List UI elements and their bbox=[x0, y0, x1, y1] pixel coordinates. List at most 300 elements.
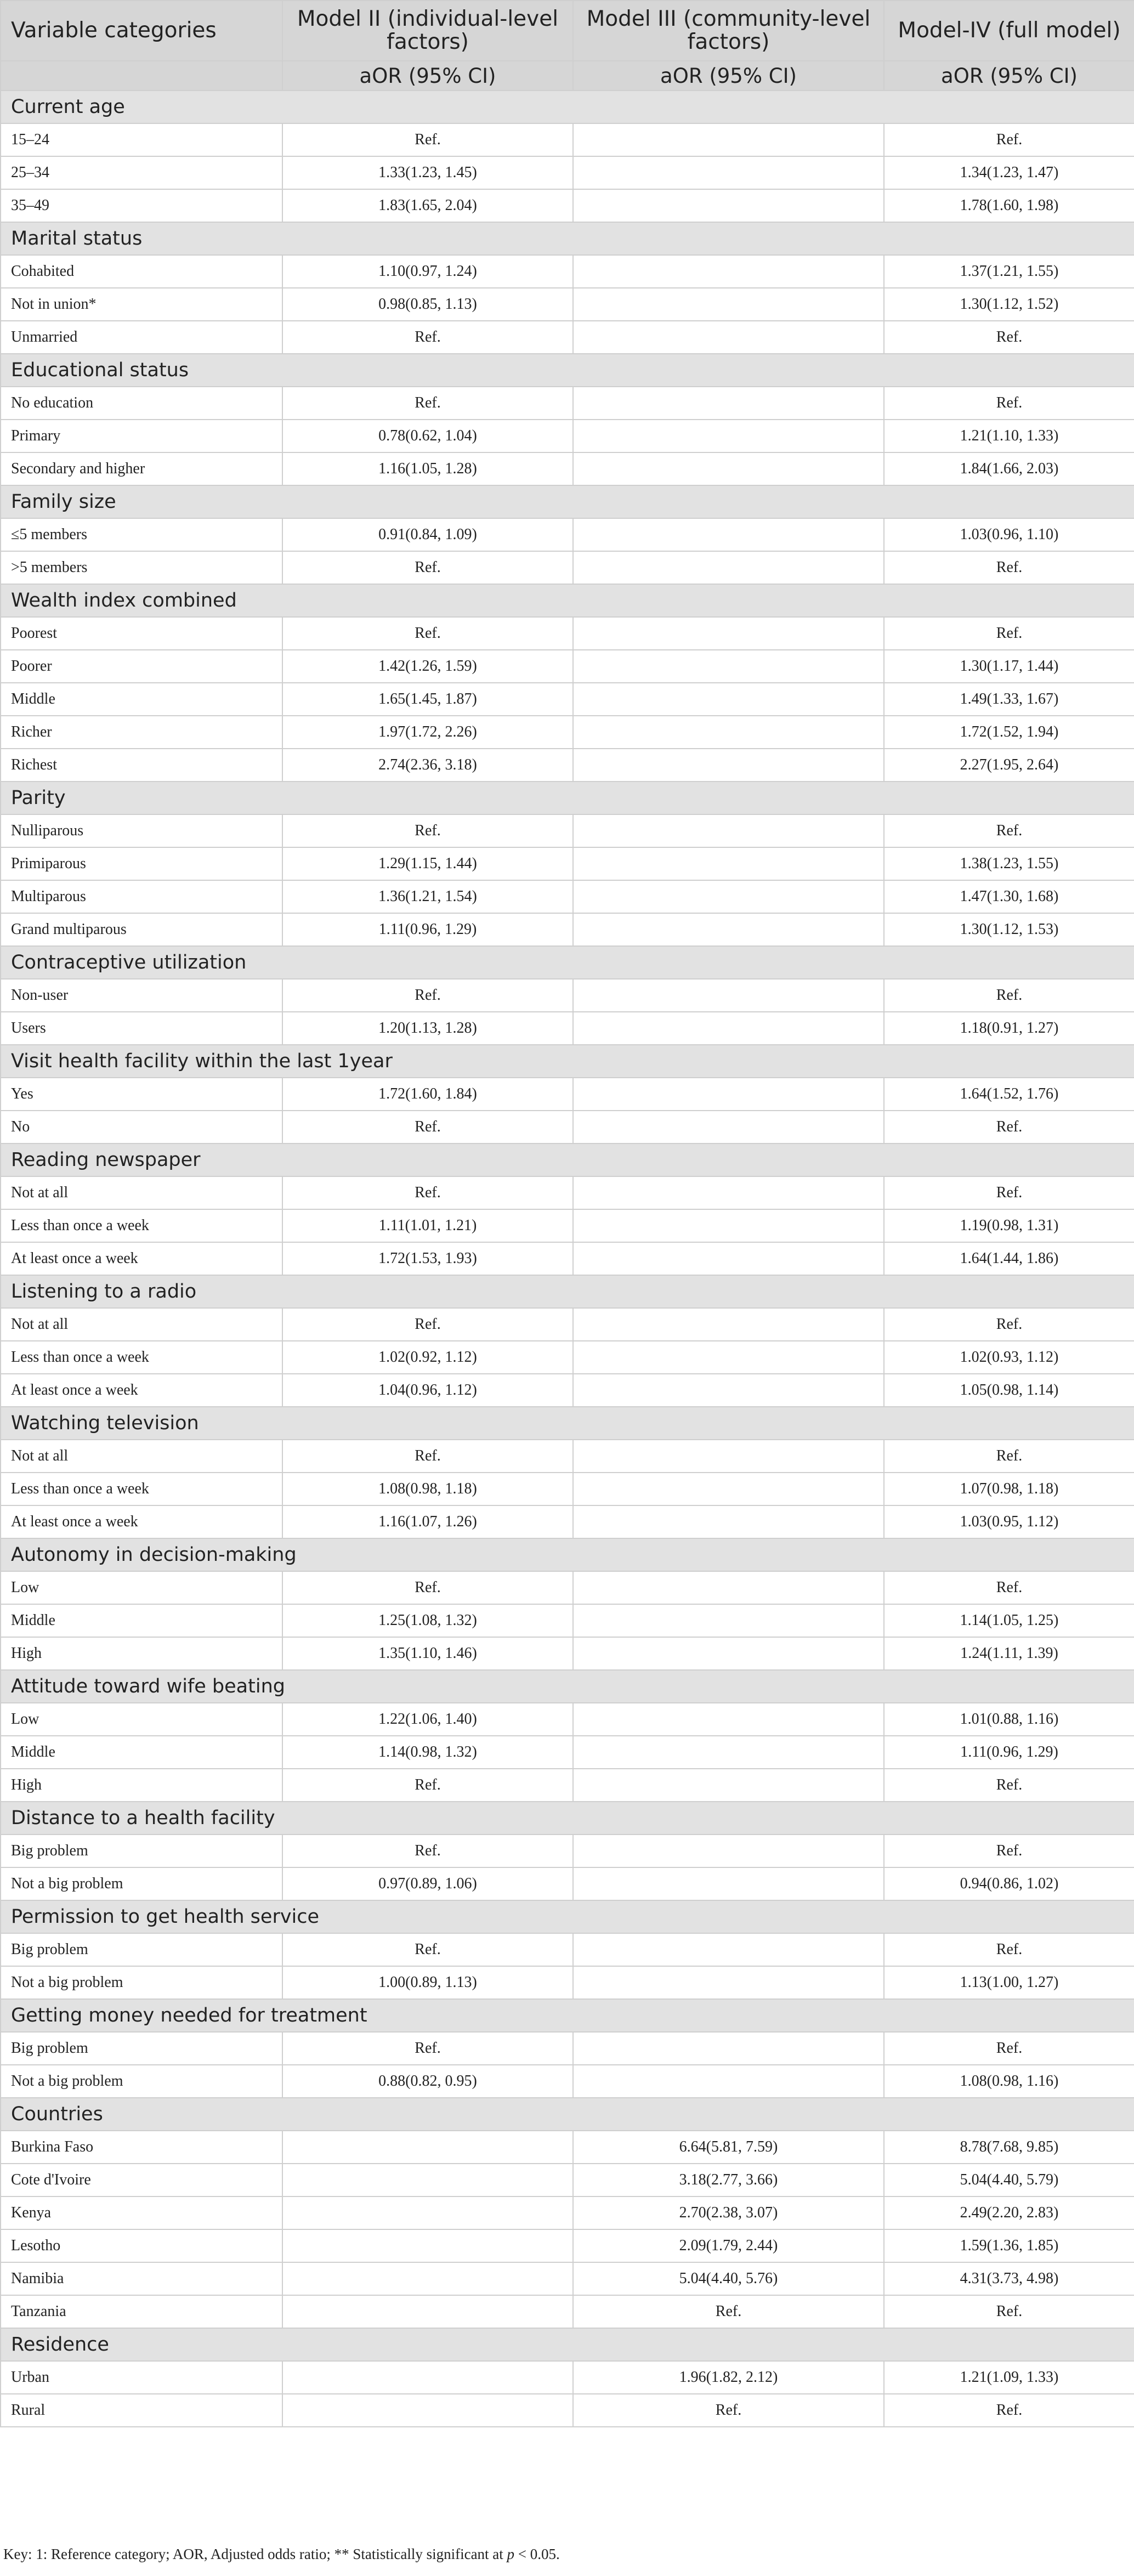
section-title: Wealth index combined bbox=[1, 584, 1134, 617]
model-iv-value: 1.47(1.30, 1.68) bbox=[884, 880, 1134, 913]
table-row bbox=[1, 1604, 1134, 1637]
header-sub-model-iii: aOR (95% CI) bbox=[573, 61, 884, 90]
row-label: Grand multiparous bbox=[1, 913, 282, 946]
model-iii-value bbox=[573, 1966, 884, 1999]
header-sub-model-iv: aOR (95% CI) bbox=[884, 61, 1134, 90]
model-ii-value: Ref. bbox=[282, 123, 573, 156]
model-iv-value: 1.37(1.21, 1.55) bbox=[884, 255, 1134, 288]
model-ii-value bbox=[282, 2131, 573, 2164]
model-ii-value bbox=[282, 2164, 573, 2196]
model-ii-value: 1.14(0.98, 1.32) bbox=[282, 1736, 573, 1769]
table-row bbox=[1, 2032, 1134, 2065]
model-ii-value: Ref. bbox=[282, 1769, 573, 1802]
model-ii-value: 1.65(1.45, 1.87) bbox=[282, 683, 573, 716]
model-iii-value bbox=[573, 1703, 884, 1736]
model-iii-value bbox=[573, 749, 884, 782]
section-title: Current age bbox=[1, 90, 1134, 123]
section-header-row bbox=[1, 1407, 1134, 1440]
row-label: Not a big problem bbox=[1, 2065, 282, 2098]
model-ii-value: 1.04(0.96, 1.12) bbox=[282, 1374, 573, 1407]
section-header-row bbox=[1, 1900, 1134, 1933]
section-header-row bbox=[1, 354, 1134, 387]
row-label: Unmarried bbox=[1, 321, 282, 354]
model-iii-value bbox=[573, 1571, 884, 1604]
row-label: At least once a week bbox=[1, 1505, 282, 1538]
model-iv-value: 1.08(0.98, 1.16) bbox=[884, 2065, 1134, 2098]
model-iv-value: 1.03(0.95, 1.12) bbox=[884, 1505, 1134, 1538]
model-iv-value: 1.84(1.66, 2.03) bbox=[884, 452, 1134, 485]
section-title: Getting money needed for treatment bbox=[1, 1999, 1134, 2032]
model-iii-value bbox=[573, 255, 884, 288]
model-iv-value: 1.49(1.33, 1.67) bbox=[884, 683, 1134, 716]
model-iv-value: 1.21(1.10, 1.33) bbox=[884, 420, 1134, 452]
section-header-row bbox=[1, 2328, 1134, 2361]
row-label: Rural bbox=[1, 2394, 282, 2427]
model-ii-value: 1.29(1.15, 1.44) bbox=[282, 847, 573, 880]
model-iii-value bbox=[573, 617, 884, 650]
model-iii-value bbox=[573, 518, 884, 551]
model-iii-value: Ref. bbox=[573, 2295, 884, 2328]
model-iv-value: Ref. bbox=[884, 1835, 1134, 1867]
model-iii-value bbox=[573, 1835, 884, 1867]
table-row bbox=[1, 1209, 1134, 1242]
model-iv-value: Ref. bbox=[884, 1571, 1134, 1604]
model-ii-value: 0.97(0.89, 1.06) bbox=[282, 1867, 573, 1900]
section-header-row bbox=[1, 2098, 1134, 2131]
model-iv-value: Ref. bbox=[884, 387, 1134, 420]
model-ii-value: 1.97(1.72, 2.26) bbox=[282, 716, 573, 749]
table-row bbox=[1, 551, 1134, 584]
model-iv-value: 1.11(0.96, 1.29) bbox=[884, 1736, 1134, 1769]
footnote-text: Key: 1: Reference category; AOR, Adjusted odds ratio; ** Statistically significant at bbox=[3, 2546, 507, 2562]
model-ii-value: 0.88(0.82, 0.95) bbox=[282, 2065, 573, 2098]
row-label: Primary bbox=[1, 420, 282, 452]
table-row bbox=[1, 156, 1134, 189]
row-label: Kenya bbox=[1, 2196, 282, 2229]
model-iii-value bbox=[573, 1440, 884, 1473]
model-ii-value bbox=[282, 2394, 573, 2427]
model-iii-value bbox=[573, 420, 884, 452]
table-row bbox=[1, 1111, 1134, 1143]
table-row bbox=[1, 617, 1134, 650]
section-header-row bbox=[1, 1670, 1134, 1703]
row-label: Tanzania bbox=[1, 2295, 282, 2328]
model-ii-value: 1.25(1.08, 1.32) bbox=[282, 1604, 573, 1637]
model-iv-value: 1.78(1.60, 1.98) bbox=[884, 189, 1134, 222]
model-iv-value: Ref. bbox=[884, 123, 1134, 156]
row-label: No bbox=[1, 1111, 282, 1143]
model-iv-value: 0.94(0.86, 1.02) bbox=[884, 1867, 1134, 1900]
row-label: 35–49 bbox=[1, 189, 282, 222]
row-label: Not at all bbox=[1, 1176, 282, 1209]
footnote-p-symbol: p bbox=[507, 2546, 515, 2562]
model-iv-value: 1.72(1.52, 1.94) bbox=[884, 716, 1134, 749]
row-label: Not a big problem bbox=[1, 1966, 282, 1999]
section-header-row bbox=[1, 782, 1134, 814]
model-iv-value: Ref. bbox=[884, 1308, 1134, 1341]
row-label: Cohabited bbox=[1, 255, 282, 288]
table-row bbox=[1, 2196, 1134, 2229]
header-model-iv: Model-IV (full model) bbox=[884, 1, 1134, 61]
section-header-row bbox=[1, 1802, 1134, 1835]
row-label: Not in union* bbox=[1, 288, 282, 321]
model-iv-value: 5.04(4.40, 5.79) bbox=[884, 2164, 1134, 2196]
model-iv-value: 4.31(3.73, 4.98) bbox=[884, 2262, 1134, 2295]
table-row bbox=[1, 2164, 1134, 2196]
row-label: Big problem bbox=[1, 1835, 282, 1867]
model-ii-value bbox=[282, 2262, 573, 2295]
model-ii-value: 0.78(0.62, 1.04) bbox=[282, 420, 573, 452]
section-title: Watching television bbox=[1, 1407, 1134, 1440]
model-iii-value: 1.96(1.82, 2.12) bbox=[573, 2361, 884, 2394]
section-header-row bbox=[1, 1275, 1134, 1308]
model-ii-value: 1.22(1.06, 1.40) bbox=[282, 1703, 573, 1736]
table-row bbox=[1, 749, 1134, 782]
model-iii-value bbox=[573, 1242, 884, 1275]
model-ii-value: Ref. bbox=[282, 1440, 573, 1473]
row-label: Poorer bbox=[1, 650, 282, 683]
row-label: Middle bbox=[1, 1604, 282, 1637]
model-ii-value: 1.33(1.23, 1.45) bbox=[282, 156, 573, 189]
section-title: Distance to a health facility bbox=[1, 1802, 1134, 1835]
model-iii-value bbox=[573, 683, 884, 716]
table-row bbox=[1, 2262, 1134, 2295]
model-iii-value bbox=[573, 847, 884, 880]
table-row bbox=[1, 716, 1134, 749]
table-row bbox=[1, 1835, 1134, 1867]
model-iv-value: 1.19(0.98, 1.31) bbox=[884, 1209, 1134, 1242]
table-row bbox=[1, 2131, 1134, 2164]
header-variable-categories: Variable categories bbox=[1, 1, 282, 61]
model-iv-value: 1.03(0.96, 1.10) bbox=[884, 518, 1134, 551]
row-label: At least once a week bbox=[1, 1374, 282, 1407]
model-iii-value bbox=[573, 551, 884, 584]
model-iv-value: Ref. bbox=[884, 2032, 1134, 2065]
section-header-row bbox=[1, 90, 1134, 123]
model-iv-value: Ref. bbox=[884, 617, 1134, 650]
row-label: Richest bbox=[1, 749, 282, 782]
model-ii-value: 1.10(0.97, 1.24) bbox=[282, 255, 573, 288]
table-row bbox=[1, 189, 1134, 222]
row-label: Poorest bbox=[1, 617, 282, 650]
model-iii-value: 6.64(5.81, 7.59) bbox=[573, 2131, 884, 2164]
model-iii-value bbox=[573, 716, 884, 749]
model-ii-value: 2.74(2.36, 3.18) bbox=[282, 749, 573, 782]
model-iii-value: 3.18(2.77, 3.66) bbox=[573, 2164, 884, 2196]
section-title: Visit health facility within the last 1year bbox=[1, 1045, 1134, 1078]
model-ii-value: Ref. bbox=[282, 617, 573, 650]
table-row bbox=[1, 1867, 1134, 1900]
section-title: Autonomy in decision-making bbox=[1, 1538, 1134, 1571]
row-label: ≤5 members bbox=[1, 518, 282, 551]
row-label: Low bbox=[1, 1703, 282, 1736]
section-title: Permission to get health service bbox=[1, 1900, 1134, 1933]
table-row bbox=[1, 518, 1134, 551]
model-iii-value bbox=[573, 2065, 884, 2098]
row-label: Non-user bbox=[1, 979, 282, 1012]
table-row bbox=[1, 913, 1134, 946]
model-iii-value bbox=[573, 1176, 884, 1209]
table-row bbox=[1, 1571, 1134, 1604]
model-iii-value bbox=[573, 189, 884, 222]
model-ii-value: 0.98(0.85, 1.13) bbox=[282, 288, 573, 321]
header-model-ii: Model II (individual-level factors) bbox=[282, 1, 573, 61]
table-row bbox=[1, 2394, 1134, 2427]
row-label: Less than once a week bbox=[1, 1473, 282, 1505]
model-iii-value bbox=[573, 1078, 884, 1111]
model-iii-value bbox=[573, 1867, 884, 1900]
model-ii-value: 1.72(1.53, 1.93) bbox=[282, 1242, 573, 1275]
model-ii-value: 1.11(1.01, 1.21) bbox=[282, 1209, 573, 1242]
table-row bbox=[1, 650, 1134, 683]
table-row bbox=[1, 1736, 1134, 1769]
table-row bbox=[1, 880, 1134, 913]
row-label: 25–34 bbox=[1, 156, 282, 189]
model-ii-value: 1.42(1.26, 1.59) bbox=[282, 650, 573, 683]
model-ii-value: 1.02(0.92, 1.12) bbox=[282, 1341, 573, 1374]
model-iii-value bbox=[573, 1209, 884, 1242]
row-label: Multiparous bbox=[1, 880, 282, 913]
row-label: Not at all bbox=[1, 1308, 282, 1341]
model-ii-value: 1.20(1.13, 1.28) bbox=[282, 1012, 573, 1045]
model-ii-value: 1.16(1.05, 1.28) bbox=[282, 452, 573, 485]
model-iv-value: Ref. bbox=[884, 2394, 1134, 2427]
model-iv-value: 2.27(1.95, 2.64) bbox=[884, 749, 1134, 782]
model-iv-value: 1.64(1.44, 1.86) bbox=[884, 1242, 1134, 1275]
model-ii-value: Ref. bbox=[282, 1176, 573, 1209]
section-title: Educational status bbox=[1, 354, 1134, 387]
section-header-row bbox=[1, 222, 1134, 255]
row-label: Middle bbox=[1, 683, 282, 716]
model-iii-value bbox=[573, 387, 884, 420]
model-ii-value: Ref. bbox=[282, 1111, 573, 1143]
row-label: Big problem bbox=[1, 2032, 282, 2065]
model-iv-value: 1.24(1.11, 1.39) bbox=[884, 1637, 1134, 1670]
model-iv-value: 1.21(1.09, 1.33) bbox=[884, 2361, 1134, 2394]
model-iv-value: Ref. bbox=[884, 1176, 1134, 1209]
row-label: At least once a week bbox=[1, 1242, 282, 1275]
section-header-row bbox=[1, 1999, 1134, 2032]
row-label: Namibia bbox=[1, 2262, 282, 2295]
section-header-row bbox=[1, 1538, 1134, 1571]
model-iv-value: Ref. bbox=[884, 1440, 1134, 1473]
model-iii-value bbox=[573, 321, 884, 354]
model-iii-value bbox=[573, 1012, 884, 1045]
model-iv-value: 1.38(1.23, 1.55) bbox=[884, 847, 1134, 880]
model-iv-value: 1.07(0.98, 1.18) bbox=[884, 1473, 1134, 1505]
table-row bbox=[1, 1341, 1134, 1374]
model-iii-value bbox=[573, 123, 884, 156]
table-row bbox=[1, 452, 1134, 485]
table-row bbox=[1, 979, 1134, 1012]
table-row bbox=[1, 321, 1134, 354]
table-row bbox=[1, 1505, 1134, 1538]
row-label: Middle bbox=[1, 1736, 282, 1769]
model-iii-value: 2.70(2.38, 3.07) bbox=[573, 2196, 884, 2229]
row-label: Primiparous bbox=[1, 847, 282, 880]
footnote-text-end: < 0.05. bbox=[514, 2546, 560, 2562]
model-iv-value: 1.13(1.00, 1.27) bbox=[884, 1966, 1134, 1999]
model-iii-value bbox=[573, 913, 884, 946]
model-iii-value bbox=[573, 452, 884, 485]
model-iii-value bbox=[573, 814, 884, 847]
model-iv-value: 1.01(0.88, 1.16) bbox=[884, 1703, 1134, 1736]
section-header-row bbox=[1, 1045, 1134, 1078]
table-row bbox=[1, 2361, 1134, 2394]
model-iv-value: 2.49(2.20, 2.83) bbox=[884, 2196, 1134, 2229]
model-ii-value: Ref. bbox=[282, 979, 573, 1012]
model-iii-value bbox=[573, 1736, 884, 1769]
row-label: 15–24 bbox=[1, 123, 282, 156]
model-iii-value: 2.09(1.79, 2.44) bbox=[573, 2229, 884, 2262]
table-body bbox=[1, 90, 1134, 2427]
row-label: Burkina Faso bbox=[1, 2131, 282, 2164]
header-model-iii: Model III (community-level factors) bbox=[573, 1, 884, 61]
table-row bbox=[1, 1703, 1134, 1736]
model-iv-value: Ref. bbox=[884, 814, 1134, 847]
table-header bbox=[1, 1, 1134, 90]
model-iii-value bbox=[573, 1341, 884, 1374]
model-ii-value bbox=[282, 2295, 573, 2328]
model-iv-value: 1.59(1.36, 1.85) bbox=[884, 2229, 1134, 2262]
model-iv-value: 1.02(0.93, 1.12) bbox=[884, 1341, 1134, 1374]
table-row bbox=[1, 1374, 1134, 1407]
row-label: No education bbox=[1, 387, 282, 420]
model-iii-value bbox=[573, 1505, 884, 1538]
model-ii-value: Ref. bbox=[282, 1835, 573, 1867]
table-row bbox=[1, 1176, 1134, 1209]
section-title: Marital status bbox=[1, 222, 1134, 255]
row-label: Yes bbox=[1, 1078, 282, 1111]
section-title: Countries bbox=[1, 2098, 1134, 2131]
model-iv-value: 1.14(1.05, 1.25) bbox=[884, 1604, 1134, 1637]
section-title: Listening to a radio bbox=[1, 1275, 1134, 1308]
table-row bbox=[1, 1966, 1134, 1999]
table-row bbox=[1, 420, 1134, 452]
model-iii-value bbox=[573, 1374, 884, 1407]
section-title: Reading newspaper bbox=[1, 1143, 1134, 1176]
section-header-row bbox=[1, 485, 1134, 518]
section-title: Parity bbox=[1, 782, 1134, 814]
model-ii-value: Ref. bbox=[282, 2032, 573, 2065]
model-ii-value bbox=[282, 2229, 573, 2262]
table-footnote bbox=[3, 2546, 560, 2563]
table-row bbox=[1, 255, 1134, 288]
model-ii-value: 1.16(1.07, 1.26) bbox=[282, 1505, 573, 1538]
table-row bbox=[1, 2229, 1134, 2262]
table-row bbox=[1, 2295, 1134, 2328]
table-row bbox=[1, 683, 1134, 716]
table-row bbox=[1, 814, 1134, 847]
model-iv-value: Ref. bbox=[884, 551, 1134, 584]
model-iii-value bbox=[573, 1473, 884, 1505]
model-iii-value bbox=[573, 1604, 884, 1637]
table-row bbox=[1, 847, 1134, 880]
table-row bbox=[1, 1473, 1134, 1505]
model-ii-value: Ref. bbox=[282, 1308, 573, 1341]
model-iv-value: 1.30(1.12, 1.52) bbox=[884, 288, 1134, 321]
model-ii-value: 0.91(0.84, 1.09) bbox=[282, 518, 573, 551]
table-row bbox=[1, 1242, 1134, 1275]
table-row bbox=[1, 1769, 1134, 1802]
model-iii-value bbox=[573, 288, 884, 321]
model-ii-value: Ref. bbox=[282, 1571, 573, 1604]
model-ii-value: Ref. bbox=[282, 814, 573, 847]
row-label: Urban bbox=[1, 2361, 282, 2394]
section-header-row bbox=[1, 584, 1134, 617]
model-ii-value bbox=[282, 2361, 573, 2394]
row-label: Secondary and higher bbox=[1, 452, 282, 485]
row-label: Low bbox=[1, 1571, 282, 1604]
table-row bbox=[1, 288, 1134, 321]
model-iii-value: Ref. bbox=[573, 2394, 884, 2427]
model-iv-value: 1.18(0.91, 1.27) bbox=[884, 1012, 1134, 1045]
model-ii-value: Ref. bbox=[282, 1933, 573, 1966]
section-title: Attitude toward wife beating bbox=[1, 1670, 1134, 1703]
row-label: Big problem bbox=[1, 1933, 282, 1966]
model-ii-value: 1.11(0.96, 1.29) bbox=[282, 913, 573, 946]
model-ii-value: 1.72(1.60, 1.84) bbox=[282, 1078, 573, 1111]
model-iii-value bbox=[573, 1933, 884, 1966]
model-iv-value: 1.34(1.23, 1.47) bbox=[884, 156, 1134, 189]
section-title: Family size bbox=[1, 485, 1134, 518]
model-iii-value bbox=[573, 156, 884, 189]
row-label: Not at all bbox=[1, 1440, 282, 1473]
model-iii-value bbox=[573, 650, 884, 683]
row-label: >5 members bbox=[1, 551, 282, 584]
section-title: Contraceptive utilization bbox=[1, 946, 1134, 979]
model-iii-value bbox=[573, 880, 884, 913]
table-row bbox=[1, 1637, 1134, 1670]
row-label: High bbox=[1, 1637, 282, 1670]
table-row bbox=[1, 1078, 1134, 1111]
table-row bbox=[1, 123, 1134, 156]
model-iv-value: Ref. bbox=[884, 1933, 1134, 1966]
section-header-row bbox=[1, 946, 1134, 979]
model-iii-value bbox=[573, 1637, 884, 1670]
section-header-row bbox=[1, 1143, 1134, 1176]
model-iv-value: Ref. bbox=[884, 1111, 1134, 1143]
model-iv-value: Ref. bbox=[884, 1769, 1134, 1802]
model-ii-value: Ref. bbox=[282, 551, 573, 584]
model-iv-value: Ref. bbox=[884, 979, 1134, 1012]
model-iii-value bbox=[573, 1111, 884, 1143]
model-iii-value bbox=[573, 1308, 884, 1341]
model-iii-value bbox=[573, 1769, 884, 1802]
row-label: Users bbox=[1, 1012, 282, 1045]
row-label: Cote d'Ivoire bbox=[1, 2164, 282, 2196]
model-ii-value: 1.08(0.98, 1.18) bbox=[282, 1473, 573, 1505]
model-ii-value: 1.36(1.21, 1.54) bbox=[282, 880, 573, 913]
model-ii-value bbox=[282, 2196, 573, 2229]
model-iv-value: Ref. bbox=[884, 321, 1134, 354]
table-row bbox=[1, 2065, 1134, 2098]
model-iv-value: 1.05(0.98, 1.14) bbox=[884, 1374, 1134, 1407]
row-label: Less than once a week bbox=[1, 1209, 282, 1242]
row-label: Nulliparous bbox=[1, 814, 282, 847]
row-label: Not a big problem bbox=[1, 1867, 282, 1900]
table-row bbox=[1, 1440, 1134, 1473]
header-sub-empty bbox=[1, 61, 282, 90]
model-iii-value bbox=[573, 2032, 884, 2065]
table-row bbox=[1, 1933, 1134, 1966]
model-iii-value: 5.04(4.40, 5.76) bbox=[573, 2262, 884, 2295]
model-ii-value: 1.00(0.89, 1.13) bbox=[282, 1966, 573, 1999]
row-label: Lesotho bbox=[1, 2229, 282, 2262]
model-ii-value: 1.35(1.10, 1.46) bbox=[282, 1637, 573, 1670]
model-ii-value: Ref. bbox=[282, 387, 573, 420]
header-sub-model-ii: aOR (95% CI) bbox=[282, 61, 573, 90]
